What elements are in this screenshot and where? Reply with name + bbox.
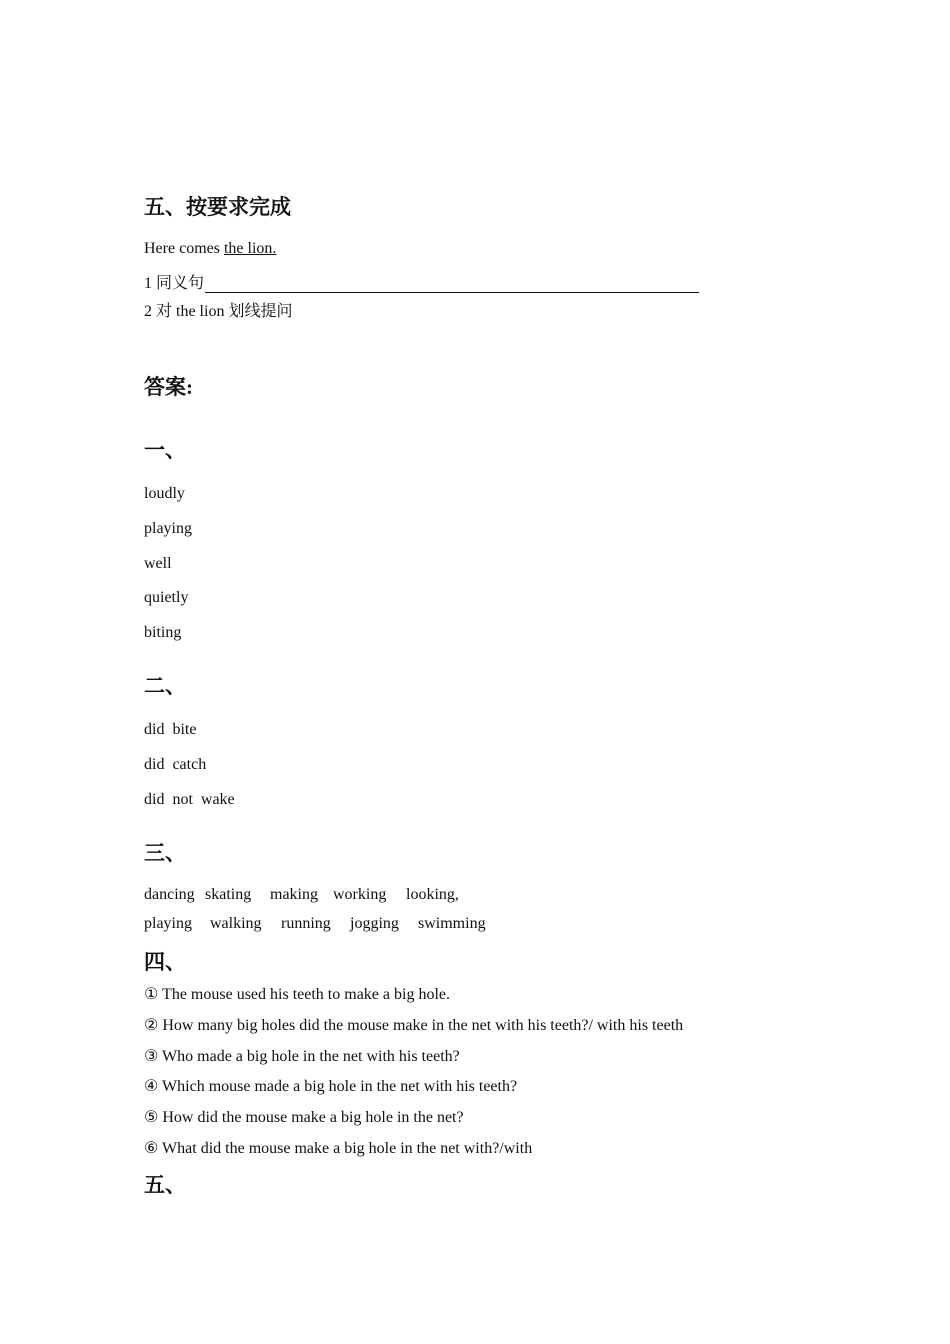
word: making [270,886,318,903]
part-five-title: 五、 [144,1173,186,1197]
word: swimming [418,915,486,932]
answer-blank [205,275,699,293]
question-2: 2 对 the lion 划线提问 [144,303,293,320]
part-three-title: 三、 [144,841,186,865]
prompt-sentence-underlined: the lion. [223,240,277,257]
list-item: ① The mouse used his teeth to make a big hole. [144,986,450,1003]
section-five-title: 五、按要求完成 [144,195,291,219]
word: dancing [144,886,195,903]
list-item: ⑥ What did the mouse make a big hole in the net with?/with [144,1140,533,1157]
list-item: well [144,555,172,572]
list-item: did bite [144,721,197,738]
question-1 [144,270,699,293]
answers-title: 答案: [144,375,193,399]
list-item: ④ Which mouse made a big hole in the net with his teeth? [144,1078,518,1095]
question-1-label: 1 同义句 [144,275,205,292]
word: playing [144,915,192,932]
list-item: biting [144,624,182,641]
prompt-sentence [144,240,276,258]
word: running [281,915,331,932]
part-one-title: 一、 [144,438,186,462]
list-item: quietly [144,589,189,606]
prompt-sentence-prefix: Here comes [144,240,224,257]
word: walking [210,915,262,932]
word: working [333,886,387,903]
list-item: ③ Who made a big hole in the net with his teeth? [144,1048,460,1065]
word: looking, [406,886,459,903]
part-four-title: 四、 [144,950,186,974]
word: jogging [350,915,399,932]
part-two-title: 二、 [144,674,186,698]
list-item: ⑤ How did the mouse make a big hole in the net? [144,1109,464,1126]
list-item: did catch [144,756,207,773]
list-item: playing [144,520,192,537]
word: skating [205,886,252,903]
list-item: ② How many big holes did the mouse make in the net with his teeth?/ with his teeth [144,1017,684,1034]
list-item: did not wake [144,791,235,808]
list-item: loudly [144,485,185,502]
